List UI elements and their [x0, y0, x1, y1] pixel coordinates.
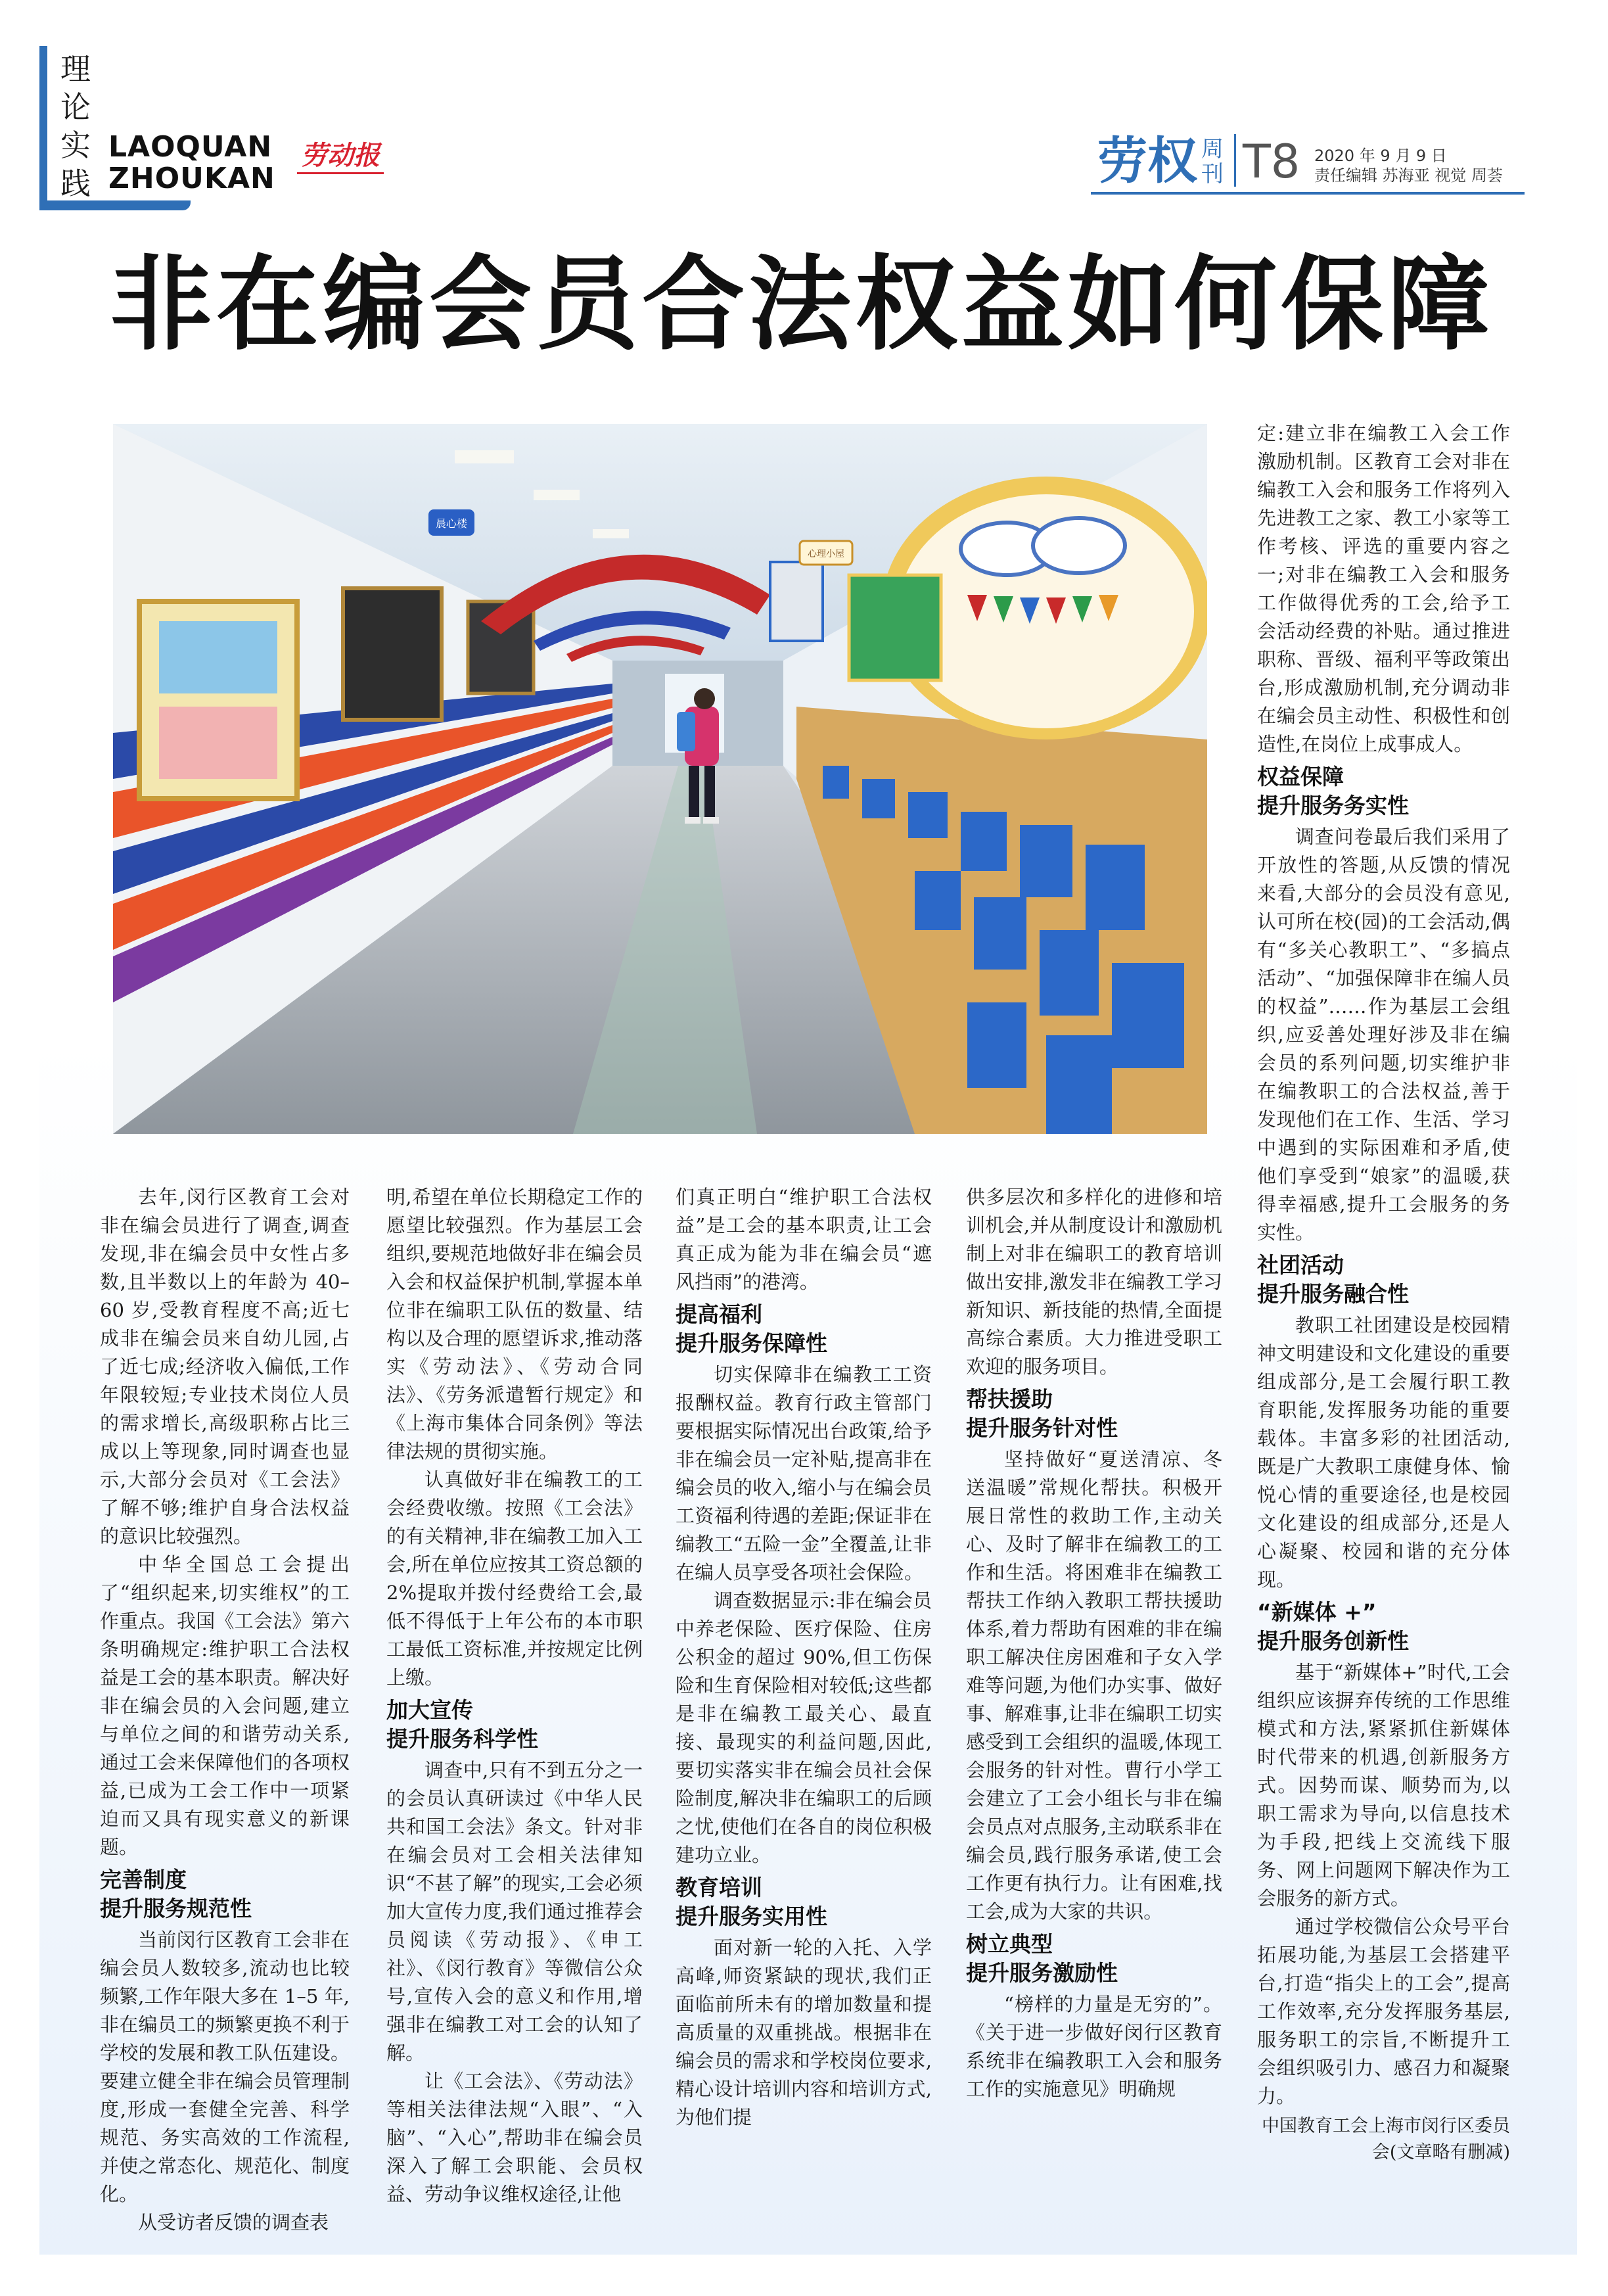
heading-line: 提升服务规范性 — [100, 1896, 252, 1921]
heading-line: 提升服务激励性 — [966, 1960, 1118, 1986]
heading-line: 完善制度 — [100, 1867, 187, 1892]
mast-title: 劳权 — [1097, 131, 1197, 190]
heading-line: 提升服务科学性 — [386, 1726, 538, 1752]
paragraph: 定:建立非在编教工入会工作激励机制。区教育工会对非在编教工入会和服务工作将列入先进教工之家、教工小家等工作考核、评选的重要内容之一;对非在编教工入会和服务工作做得优秀的工会,给予工会活动经费的补贴。通过推进职称、晋级、福利平等政策出台,形成激励机制,充分调动非在编会员主动性、积极性和创造性,在岗位上成事成人。 — [1257, 422, 1510, 755]
heading-line: 帮扶援助 — [966, 1386, 1053, 1412]
paragraph: 调查中,只有不到五分之一的会员认真研读过《中华人民共和国工会法》条文。针对非在编会员对工会相关法律知识“不甚了解”的现实,工会必须加大宣传力度,我们通过推荐会员阅读《劳动报》、《申工社》、《闵行教育》等微信公众号,宣传入会的意义和作用,增强非在编教工对工会的认知了解。 — [386, 1759, 643, 2064]
paragraph: 从受访者反馈的调查表 — [138, 2211, 329, 2234]
editor-credits: 责任编辑 苏海亚 视觉 周荟 — [1314, 166, 1503, 185]
heading-line: 提升服务融合性 — [1257, 1281, 1409, 1307]
heading-line: 提升服务保障性 — [676, 1330, 827, 1356]
paragraph: 坚持做好“夏送清凉、冬送温暖”常规化帮扶。积极开展日常性的救助工作,主动关心、及时了解非在编教工的工作和生活。将困难非在编教工帮扶工作纳入教职工帮扶援助体系,着力帮助有困难的非在编职工解决住房困难和子女入学难等问题,为他们办实事、做好事、解难事,让非在编职工切实感受到工会组织的温暖,体现工会服务的针对性。曹行小学工会建立了工会小组长与非在编会员点对点服务,主动联系非在编会员,践行服务承诺,使工会工作更有执行力。让有困难,找工会,成为大家的共识。 — [966, 1448, 1222, 1923]
paragraph: 通过学校微信公众号平台拓展功能,为基层工会搭建平台,打造“指尖上的工会”,提高工作效率,充分发挥服务基层,服务职工的宗旨,不断提升工会组织吸引力、感召力和凝聚力。 — [1257, 1915, 1510, 2107]
article-column-1 — [100, 1183, 350, 2237]
paragraph: 基于“新媒体+”时代,工会组织应该摒弃传统的工作思维模式和方法,紧紧抓住新媒体时代带来的机遇,创新服务方式。因势而谋、顺势而为,以职工需求为导向,以信息技术为手段,把线上交流线下服务、网上问题网下解决作为工会服务的新方式。 — [1257, 1661, 1510, 1909]
masthead — [1097, 125, 1300, 191]
heading-line: 提升服务创新性 — [1257, 1628, 1409, 1654]
heading-line: 加大宣传 — [386, 1697, 473, 1723]
paragraph: 教职工社团建设是校园精神文明建设和文化建设的重要组成部分,是工会履行职工教育职能,发挥服务功能的重要载体。丰富多彩的社团活动,既是广大教职工康健身体、愉悦心情的重要途径,也是校园文化建设的组成部分,还是人心凝聚、校园和谐的充分体现。 — [1257, 1314, 1510, 1591]
heading-line: 提升服务针对性 — [966, 1415, 1118, 1441]
section-heading — [1257, 1598, 1510, 1656]
paragraph: 去年,闵行区教育工会对非在编会员进行了调查,调查发现,非在编会员中女性占多数,且半数以上的年龄为 40–60 岁,受教育程度不高;近七成非在编会员来自幼儿园,占了近七成;经济收入偏低,工作年限较短;专业技术岗位人员的需求增长,高级职称占比三成以上等现象,同时调查也显示,大部分会员对《工会法》了解不够;维护自身合法权益的意识比较强烈。 — [100, 1186, 350, 1547]
heading-line: 社团活动 — [1257, 1252, 1344, 1278]
corner-accent-bar — [39, 46, 47, 210]
issue-date: 2020 年 9 月 9 日 — [1314, 147, 1447, 165]
article-column-2 — [386, 1183, 643, 2209]
section-label: 理论实践 — [60, 51, 91, 201]
paragraph: 调查数据显示:非在编会员中养老保险、医疗保险、住房公积金的超过 90%,但工伤保险和生育保险相对较低;这些都是非在编教工最关心、最直接、最现实的利益问题,因此,要切实落实非在编会员社会保险制度,解决非在编职工的后顾之忧,使他们在各自的岗位积极建功立业。 — [676, 1589, 932, 1866]
heading-line: 提升服务务实性 — [1257, 793, 1409, 818]
section-heading — [1257, 1251, 1510, 1309]
paragraph: 认真做好非在编教工的工会经费收缴。按照《工会法》的有关精神,非在编教工加入工会,所在单位应按其工资总额的 2%提取并拨付经费给工会,最低不得低于上年公布的本市职工最低工资标准,并按规定比例上缴。 — [386, 1468, 643, 1689]
mast-divider — [1234, 134, 1236, 187]
brand-line-1: LAOQUAN — [108, 130, 273, 164]
section-heading — [966, 1385, 1222, 1443]
paragraph: 当前闵行区教育工会非在编会员人数较多,流动也比较频繁,工作年限大多在 1–5 年,非在编员工的频繁更换不利于学校的发展和教工队伍建设。要建立健全非在编会员管理制度,形成一套健全完善、科学规范、务实高效的工作流程,并使之常态化、规范化、制度化。 — [100, 1929, 350, 2205]
issue-meta — [1314, 146, 1503, 185]
article-column-4 — [966, 1183, 1222, 2103]
article-column-5 — [1257, 419, 1510, 2166]
brand-name-en — [108, 131, 275, 195]
section-heading — [386, 1696, 643, 1754]
page-number: T8 — [1243, 135, 1300, 189]
heading-line: 教育培训 — [676, 1875, 762, 1900]
paragraph: 供多层次和多样化的进修和培训机会,并从制度设计和激励机制上对非在编职工的教育培训做出安排,激发非在编教工学习新知识、新技能的热情,全面提高综合素质。大力推进受职工欢迎的服务项目。 — [966, 1186, 1222, 1378]
section-heading — [676, 1873, 932, 1931]
photo-sign-psych: 心理小屋 — [808, 549, 844, 559]
heading-line: 树立典型 — [966, 1931, 1053, 1957]
brand-line-2: ZHOUKAN — [108, 162, 275, 195]
section-heading — [100, 1865, 350, 1923]
photo-sign-morning: 晨心楼 — [435, 517, 468, 530]
header-rule — [1091, 192, 1525, 195]
paragraph: 切实保障非在编教工工资报酬权益。教育行政主管部门要根据实际情况出台政策,给予非在编会员一定补贴,提高非在编会员的收入,缩小与在编会员工资福利待遇的差距;保证非在编教工“五险一金”全覆盖,让非在编人员享受各项社会保险。 — [676, 1363, 932, 1583]
paragraph: 明,希望在单位长期稳定工作的愿望比较强烈。作为基层工会组织,要规范地做好非在编会员入会和权益保护机制,掌握本单位非在编职工队伍的数量、结构以及合理的愿望诉求,推动落实《劳动法》、《劳动合同法》、《劳务派遣暂行规定》和《上海市集体合同条例》等法律法规的贯彻实施。 — [386, 1186, 643, 1463]
heading-line: 提升服务实用性 — [676, 1904, 827, 1929]
section-heading — [676, 1300, 932, 1358]
paragraph: 们真正明白“维护职工合法权益”是工会的基本职责,让工会真正成为能为非在编会员“遮风挡雨”的港湾。 — [676, 1186, 932, 1293]
mast-week: 周刊 — [1201, 136, 1224, 187]
paragraph: 让《工会法》、《劳动法》等相关法律法规“入眼”、“入脑”、“入心”,帮助非在编会员深入了解工会职能、会员权益、劳动争议维权途径,让他 — [386, 2070, 643, 2205]
section-heading — [1257, 762, 1510, 820]
section-heading — [966, 1930, 1222, 1988]
article-byline: 中国教育工会上海市闵行区委员会(文章略有删减) — [1262, 2116, 1510, 2163]
paragraph: “榜样的力量是无穷的”。《关于进一步做好闵行区教育系统非在编教职工入会和服务工作的实施意见》明确规 — [966, 1993, 1222, 2100]
brand-logo-cn: 劳动报 — [297, 135, 384, 174]
article-column-3 — [676, 1183, 932, 2132]
paragraph: 中华全国总工会提出了“组织起来,切实维权”的工作重点。我国《工会法》第六条明确规定:维护职工合法权益是工会的基本职责。解决好非在编会员的入会问题,建立与单位之间的和谐劳动关系,通过工会来保障他们的各项权益,已成为工会工作中一项紧迫而又具有现实意义的新课题。 — [100, 1553, 350, 1858]
paragraph: 调查问卷最后我们采用了开放性的答题,从反馈的情况来看,大部分的会员没有意见,认可所在校(园)的工会活动,偶有“多关心教职工”、“多搞点活动”、“加强保障非在编人员的权益”……作为基层工会组织,应妥善处理好涉及非在编会员的系列问题,切实维护非在编教职工的合法权益,善于发现他们在工作、生活、学习中遇到的实际困难和矛盾,使他们享受到“娘家”的温暖,获得幸福感,提升工会服务的务实性。 — [1257, 826, 1510, 1244]
heading-line: 提高福利 — [676, 1301, 762, 1327]
heading-line: “新媒体 +” — [1257, 1599, 1377, 1625]
headline: 非在编会员合法权益如何保障 — [110, 244, 1494, 364]
corridor-photo — [113, 424, 1207, 1134]
paragraph: 面对新一轮的入托、入学高峰,师资紧缺的现状,我们正面临前所未有的增加数量和提高质量的双重挑战。根据非在编会员的需求和学校岗位要求,精心设计培训内容和培训方式,为他们提 — [676, 1936, 932, 2128]
heading-line: 权益保障 — [1257, 764, 1344, 789]
